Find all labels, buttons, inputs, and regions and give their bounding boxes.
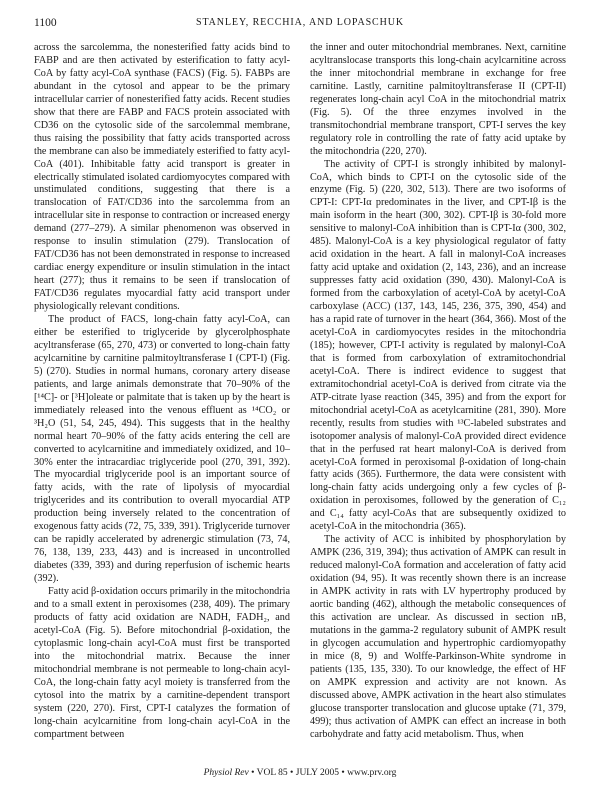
journal-name: Physiol Rev — [203, 768, 249, 778]
left-column — [34, 42, 290, 741]
footer — [0, 768, 600, 778]
paragraph: The activity of CPT-I is strongly inhibited by malonyl-CoA, which binds to CPT-I on the cytosolic side of the enzyme (Fig. 5) (220, 302, 513). There are two isoforms of CPT-I: CPT-Iα predominates in the liver, and CPT-Iβ is the main isoform in the heart (300, 302). CPT-Iβ is 30-fold more sensitive to malonyl-CoA inhibition than is CPT-Iα (300, 302, 485). Malonyl-CoA is a key physiological regulator of fatty acid oxidation in the heart. A fall in malonyl-CoA increases fatty acid uptake and oxidation (2, 143, 236), and an increase suppresses fatty acid oxidation (390, 430). Malonyl-CoA is formed from the carboxylation of acetyl-CoA by acetyl-CoA carboxylase (ACC) (137, 143, 145, 236, 375, 390, 454) and has a rapid rate of turnover in the heart (364, 366). Most of the acetyl-CoA in cardiomyocytes resides in the mitochondria (185); however, CPT-I activity is regulated by malonyl-CoA that is formed from carboxylation of extramitochondrial acetyl-CoA. There is indirect evidence to suggest that extramitochondrial acetyl-CoA is derived from citrate via the ATP-citrate lyase reaction (345, 395) and from the export for mitochondrial acetyl-CoA as acetylcarnitine (281, 390). More recently, results from studies with ¹³C-labeled substrates and isotopomer analysis of malonyl-CoA provided direct evidence that in the perfused rat heart malonyl-CoA is derived from acetyl-CoA formed in peroxisomal β-oxidation of long-chain fatty acids (365). Furthermore, the data were consistent with long-chain fatty acids undergoing only a few cycles of β-oxidation in peroxisomes, followed by the generation of C₁₂ and C₁₄ fatty acyl-CoAs that are subsequently oxidized to acetyl-CoA in the mitochondria (365). — [310, 158, 566, 533]
page-number: 1100 — [34, 17, 57, 29]
paragraph: The activity of ACC is inhibited by phosphorylation by AMPK (236, 319, 394); thus activation of AMPK can result in reduced malonyl-CoA formation and acceleration of fatty acid oxidation (94, 95). It was recently shown there is an increase in AMPK activity in rats with LV hypertrophy produced by aortic banding (462), although the metabolic consequences of this activation are unclear. As discussed in section ɪɪB, mutations in the gamma-2 regulatory subunit of AMPK result in glycogen accumulation and hypertrophic cardiomyopathy in mice (8, 9) and Wolffe-Parkinson-White syndrome in patients (135, 135, 330). To our knowledge, the effect of HF on AMPK expression and activity are not known. As discussed above, AMPK activation in the heart also stimulates glucose transporter translocation and glucose uptake (71, 379, 499); thus activation of AMPK can effect an increase in both carbohydrate and fatty acid metabolism. Thus, when — [310, 534, 566, 740]
right-column — [310, 42, 566, 741]
paragraph: Fatty acid β-oxidation occurs primarily in the mitochondria and to a small extent in peroxisomes (238, 409). The primary products of fatty acid oxidation are NADH, FADH₂, and acetyl-CoA (Fig. 5). Before mitochondrial β-oxidation, the cytoplasmic long-chain acyl-CoA must first be transported into the mitochondrial matrix. Because the inner mitochondrial membrane is not permeable to long-chain acyl-CoA, the long-chain fatty acyl moiety is transferred from the cytosol into the matrix by a carnitine-dependent transport system (220, 270). First, CPT-I catalyzes the formation of long-chain acylcarnitine from long-chain acyl-CoA in the compartment between — [34, 586, 290, 740]
footer-citation: • VOL 85 • JULY 2005 • www.prv.org — [248, 768, 397, 778]
paragraph: the inner and outer mitochondrial membranes. Next, carnitine acyltranslocase transports this long-chain acylcarnitine across the inner mitochondrial membrane in exchange for free carnitine. Lastly, carnitine palmitoyltransferase II (CPT-II) regenerates long-chain acyl CoA in the mitochondrial matrix (Fig. 5). Of the three enzymes involved in the transmitochondrial membrane transport, CPT-I serves the key regulatory role in controlling the rate of fatty acid uptake by the mitochondria (220, 270). — [310, 42, 566, 157]
paragraph: across the sarcolemma, the nonesterified fatty acids bind to FABP and are then activated by esterification to fatty acyl-CoA by fatty acyl-CoA synthase (FACS) (Fig. 5). FABPs are abundant in the cytosol and appear to be the primary intracellular carrier of nonesterified fatty acids. Recent studies show that there are FABP and FACS protein associated with CD36 on the cytosolic side of the sarcolemmal membrane, thus raising the possibility that fatty acids transported across the membrane can also be immediately esterified to fatty acyl-CoA (401). Inhibitable fatty acid transport is greater in electrically stimulated isolated cardiomyocytes compared with unstimulated conditions, suggesting that there is a translocation of FAT/CD36 into the sarcolemma from an intracellular site in response to contraction or increased energy demand (277–279). A similar phenomenon was observed in response to insulin stimulation (279). Translocation of FAT/CD36 has not been demonstrated in response to increased cardiac energy expenditure or insulin stimulation in the intact heart (277); thus it remains to be seen if translocation of FAT/CD36 regulates myocardial fatty acid transport under physiologically relevant conditions. — [34, 42, 290, 313]
paragraph: The product of FACS, long-chain fatty acyl-CoA, can either be esterified to triglyceride by glycerolphosphate acyltransferase (65, 270, 473) or converted to long-chain fatty acylcarnitine by carnitine palmitoyltransferase I (CPT-I) (Fig. 5) (270). Studies in normal humans, coronary artery disease patients, and large animals demonstrate that 70–90% of the [¹⁴C]- or [³H]oleate or palmitate that is taken up by the heart is immediately released into the venous effluent as ¹⁴CO₂ or ³H₂O (51, 54, 245, 494). This suggests that in the healthy normal heart 70–90% of the fatty acids entering the cell are converted to acylcarnitine and immediately oxidized, and 10–30% enter the intracardiac triglyceride pool (270, 391, 392). The myocardial triglyceride pool is an important source of fatty acids, with the rate of lipolysis of myocardial triglycerides and its contribution to overall myocardial ATP production being inversely related to the concentration of exogenous fatty acids (72, 75, 339, 391). Triglyceride turnover can be rapidly accelerated by adrenergic stimulation (73, 74, 76, 138, 139, 233, 443) and is increased in uncontrolled diabetes (339, 393) and during reperfusion of ischemic hearts (392). — [34, 314, 290, 585]
running-head: STANLEY, RECCHIA, AND LOPASCHUK — [196, 17, 404, 28]
